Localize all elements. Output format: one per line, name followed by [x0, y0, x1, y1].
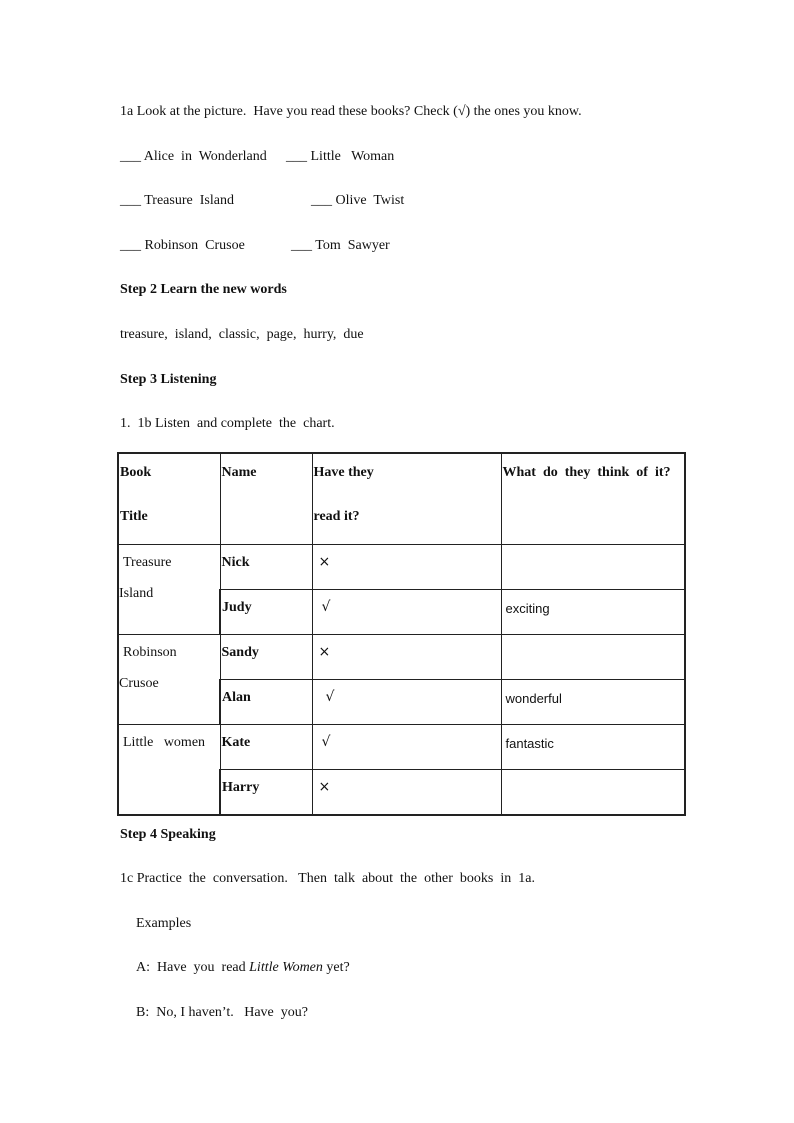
think-text: fantastic	[505, 736, 554, 751]
table-header-row	[118, 453, 685, 545]
book-title: Robinson Crusoe	[144, 238, 245, 253]
book-option	[291, 237, 390, 255]
read-cell[interactable]	[312, 680, 501, 725]
dialogue-line-a	[136, 959, 350, 977]
book-title-italic: Little Women	[249, 960, 323, 975]
step3-heading: Step 3 Listening	[120, 372, 217, 387]
table-row	[118, 545, 685, 590]
name-text: Kate	[221, 735, 251, 750]
header-text: Have they	[313, 465, 374, 480]
book-cell	[118, 545, 220, 635]
book-title: Alice in Wonderland	[143, 149, 267, 164]
book-option	[311, 192, 404, 210]
listening-chart	[117, 452, 686, 816]
book-option	[120, 237, 245, 255]
dialogue-line-b: B: No, I haven’t. Have you?	[136, 1005, 308, 1020]
header-text: What do they think of it?	[502, 465, 671, 480]
header-name	[220, 453, 312, 545]
name-cell	[220, 725, 312, 770]
book-cell	[118, 635, 220, 725]
read-mark: √	[321, 599, 331, 615]
speaking-instruction: 1c Practice the conversation. Then talk about the other books in 1a.	[120, 871, 535, 886]
header-text: read it?	[313, 509, 360, 524]
read-mark: ×	[318, 554, 331, 570]
step2-heading: Step 2 Learn the new words	[120, 282, 287, 297]
step4-heading: Step 4 Speaking	[120, 827, 216, 842]
header-text: Title	[120, 509, 148, 524]
read-cell[interactable]	[312, 635, 501, 680]
name-cell	[220, 770, 312, 816]
read-cell[interactable]	[312, 770, 501, 816]
think-cell[interactable]	[501, 545, 685, 590]
book-text: Crusoe	[119, 676, 159, 691]
header-read	[312, 453, 501, 545]
read-cell[interactable]	[312, 590, 501, 635]
think-cell[interactable]	[501, 635, 685, 680]
book-text: Robinson	[123, 645, 177, 660]
book-text: Little women	[123, 735, 206, 750]
name-text: Alan	[222, 690, 251, 705]
name-text: Sandy	[221, 645, 259, 660]
name-cell	[220, 545, 312, 590]
book-option	[120, 148, 267, 166]
name-cell	[220, 590, 312, 635]
examples-label: Examples	[136, 916, 192, 931]
think-cell[interactable]	[501, 725, 685, 770]
book-cell	[118, 725, 220, 816]
table-row	[118, 725, 685, 770]
name-text: Harry	[222, 780, 260, 795]
think-text: wonderful	[505, 691, 562, 706]
think-cell[interactable]	[501, 770, 685, 816]
think-text: exciting	[505, 601, 550, 616]
blank[interactable]: ___	[120, 193, 141, 208]
name-text: Nick	[221, 555, 250, 570]
intro-instruction: 1a Look at the picture. Have you read these books? Check (√) the ones you know.	[120, 104, 582, 119]
blank[interactable]: ___	[291, 238, 312, 253]
blank[interactable]: ___	[120, 238, 141, 253]
header-think	[501, 453, 685, 545]
header-book-title	[118, 453, 220, 545]
name-cell	[220, 635, 312, 680]
book-title: Tom Sawyer	[315, 238, 390, 253]
dialogue-text: yet?	[322, 960, 350, 975]
table-row	[118, 635, 685, 680]
name-text: Judy	[222, 600, 252, 615]
book-title: Treasure Island	[144, 193, 234, 208]
blank[interactable]: ___	[311, 193, 332, 208]
think-cell[interactable]	[501, 590, 685, 635]
listening-instruction: 1. 1b Listen and complete the chart.	[120, 416, 335, 431]
header-text: Name	[221, 465, 257, 480]
dialogue-text: A: Have you read	[136, 960, 250, 975]
blank[interactable]: ___	[120, 149, 141, 164]
name-cell	[220, 680, 312, 725]
think-cell[interactable]	[501, 680, 685, 725]
read-cell[interactable]	[312, 545, 501, 590]
header-text: Book	[120, 465, 152, 480]
read-cell[interactable]	[312, 725, 501, 770]
book-title: Olive Twist	[335, 193, 405, 208]
book-option	[286, 148, 394, 166]
read-mark: ×	[318, 779, 331, 795]
read-mark: ×	[318, 644, 331, 660]
book-text: Treasure	[123, 555, 172, 570]
book-title: Little Woman	[310, 149, 395, 164]
new-words: treasure, island, classic, page, hurry, due	[120, 327, 364, 342]
blank[interactable]: ___	[286, 149, 307, 164]
book-text: Island	[119, 586, 154, 601]
book-option	[120, 192, 234, 210]
read-mark: √	[325, 689, 335, 705]
read-mark: √	[321, 734, 331, 750]
